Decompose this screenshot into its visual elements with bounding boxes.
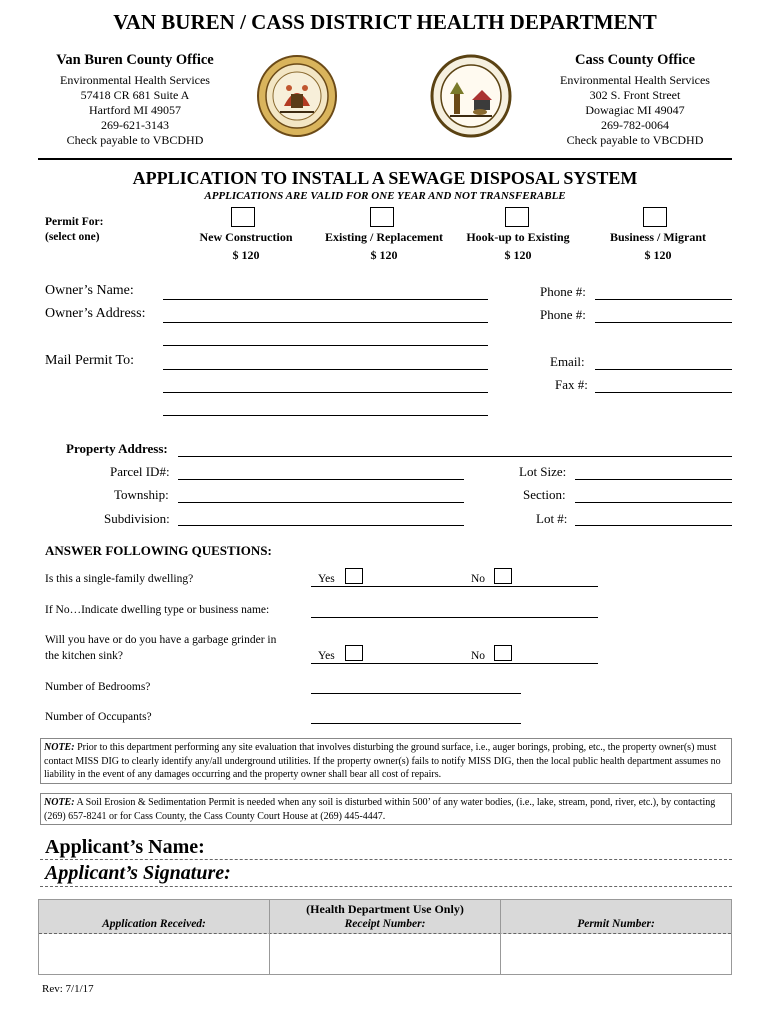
q3-answer-line bbox=[311, 663, 598, 664]
bedrooms-field[interactable] bbox=[311, 693, 521, 694]
application-received-header: Application Received: bbox=[102, 918, 206, 930]
mail-permit-field-2[interactable] bbox=[163, 392, 488, 393]
business-migrant-checkbox[interactable] bbox=[643, 207, 667, 227]
parcel-id-field[interactable] bbox=[178, 479, 464, 480]
q1-yes-checkbox[interactable] bbox=[345, 568, 363, 584]
q3-no-checkbox[interactable] bbox=[494, 645, 512, 661]
new-construction-checkbox[interactable] bbox=[231, 207, 255, 227]
q1-no-label: No bbox=[471, 573, 486, 585]
note1-text: Prior to this department performing any site evaluation that involves disturbing the ground surface, i.e., auger borings, probing, etc., the property owner(s) must contact MISS DIG to clearly identify any/all underground utilities. If the property owner(s) fails to notify MISS DIG, then the local public health department assumes no liability in the event of any damages occurring and the property owner shall bear all cost of repairs. bbox=[44, 742, 721, 780]
hookup-existing-checkbox[interactable] bbox=[505, 207, 529, 227]
property-address-label: Property Address: bbox=[66, 441, 168, 456]
q1-yes-label: Yes bbox=[318, 573, 335, 585]
soil-erosion-note bbox=[40, 793, 732, 825]
question-dwelling-type: If No…Indicate dwelling type or business name: bbox=[45, 604, 270, 616]
question-occupants: Number of Occupants? bbox=[45, 711, 152, 723]
permit-for-line: Permit For: bbox=[45, 216, 104, 228]
phone-label-2: Phone #: bbox=[540, 307, 586, 322]
right-office-line: 302 S. Front Street bbox=[589, 88, 681, 102]
new-construction-label: New Construction bbox=[199, 230, 293, 244]
left-office bbox=[20, 52, 250, 148]
left-office-line: Hartford MI 49057 bbox=[89, 103, 181, 117]
owner-address-field-2[interactable] bbox=[163, 345, 488, 346]
question-single-family: Is this a single-family dwelling? bbox=[45, 573, 194, 585]
owner-name-field[interactable] bbox=[163, 299, 488, 300]
existing-replacement-price: $ 120 bbox=[370, 248, 398, 262]
existing-replacement-label: Existing / Replacement bbox=[325, 230, 443, 244]
right-office-line: Check payable to VBCDHD bbox=[566, 133, 704, 147]
section-label: Section: bbox=[523, 487, 566, 502]
phone-field[interactable] bbox=[595, 299, 732, 300]
q3-yes-checkbox[interactable] bbox=[345, 645, 363, 661]
garbage-grinder-line: Will you have or do you have a garbage grinder in bbox=[45, 634, 277, 646]
township-label: Township: bbox=[114, 487, 169, 502]
applicant-name-label: Applicant’s Name: bbox=[45, 836, 205, 858]
question-garbage-grinder bbox=[45, 632, 276, 664]
document-title: VAN BUREN / CASS DISTRICT HEALTH DEPARTMENT bbox=[113, 10, 657, 34]
lot-number-label: Lot #: bbox=[536, 511, 568, 526]
cass-county-seal-icon bbox=[430, 54, 512, 138]
miss-dig-note bbox=[40, 738, 732, 784]
permit-for-line: (select one) bbox=[45, 231, 100, 243]
hookup-existing-price: $ 120 bbox=[504, 248, 532, 262]
header-divider bbox=[38, 158, 732, 160]
office-use-box bbox=[38, 899, 732, 975]
email-label: Email: bbox=[550, 354, 585, 369]
questions-heading: ANSWER FOLLOWING QUESTIONS: bbox=[45, 543, 272, 558]
q3-no-label: No bbox=[471, 650, 486, 662]
note2-label: NOTE: bbox=[44, 797, 75, 808]
q3-yes-label: Yes bbox=[318, 650, 335, 662]
section-field[interactable] bbox=[575, 502, 732, 503]
subdivision-field[interactable] bbox=[178, 525, 464, 526]
lot-size-label: Lot Size: bbox=[519, 464, 567, 479]
owner-address-field[interactable] bbox=[163, 322, 488, 323]
application-subtitle: APPLICATIONS ARE VALID FOR ONE YEAR AND NOT TRANSFERABLE bbox=[204, 190, 566, 202]
applicant-name-field[interactable] bbox=[40, 859, 732, 860]
parcel-id-label: Parcel ID#: bbox=[110, 464, 170, 479]
receipt-number-header: Receipt Number: bbox=[344, 918, 426, 930]
hookup-existing-label: Hook-up to Existing bbox=[466, 230, 570, 244]
left-office-line: Environmental Health Services bbox=[60, 73, 210, 87]
occupants-field[interactable] bbox=[311, 723, 521, 724]
new-construction-price: $ 120 bbox=[232, 248, 260, 262]
subdivision-label: Subdivision: bbox=[104, 511, 170, 526]
email-field[interactable] bbox=[595, 369, 732, 370]
fax-field[interactable] bbox=[595, 392, 732, 393]
property-address-field[interactable] bbox=[178, 456, 732, 457]
right-office bbox=[520, 52, 750, 148]
permit-number-header: Permit Number: bbox=[577, 918, 655, 930]
right-office-line: Environmental Health Services bbox=[560, 73, 710, 87]
applicant-signature-field[interactable] bbox=[40, 886, 732, 887]
business-migrant-price: $ 120 bbox=[644, 248, 672, 262]
q1-answer-line bbox=[311, 586, 598, 587]
existing-replacement-checkbox[interactable] bbox=[370, 207, 394, 227]
phone-field-2[interactable] bbox=[595, 322, 732, 323]
permit-for-label bbox=[45, 215, 103, 245]
right-office-line: 269-782-0064 bbox=[601, 118, 669, 132]
fax-label: Fax #: bbox=[555, 377, 588, 392]
lot-size-field[interactable] bbox=[575, 479, 732, 480]
van-buren-county-seal-icon bbox=[256, 54, 338, 138]
note2-text: A Soil Erosion & Sedimentation Permit is needed when any soil is disturbed within 500’ of any water bodies, (i.e., lake, stream, pond, river, etc.), by contacting (269) 657-8241 or for Cass County, the Cass County Court House at (269) 445-4447. bbox=[44, 797, 716, 822]
left-office-line: 269-621-3143 bbox=[101, 118, 169, 132]
right-office-title: Cass County Office bbox=[574, 52, 696, 68]
garbage-grinder-line: the kitchen sink? bbox=[45, 650, 123, 662]
lot-number-field[interactable] bbox=[575, 525, 732, 526]
owner-address-label: Owner’s Address: bbox=[45, 306, 146, 321]
owner-name-label: Owner’s Name: bbox=[45, 283, 134, 298]
left-office-line: Check payable to VBCDHD bbox=[66, 133, 204, 147]
office-use-title: (Health Department Use Only) bbox=[306, 902, 464, 916]
mail-permit-field-3[interactable] bbox=[163, 415, 488, 416]
application-title: APPLICATION TO INSTALL A SEWAGE DISPOSAL SYSTEM bbox=[132, 168, 638, 188]
left-office-line: 57418 CR 681 Suite A bbox=[80, 88, 190, 102]
business-migrant-label: Business / Migrant bbox=[609, 230, 706, 244]
township-field[interactable] bbox=[178, 502, 464, 503]
mail-permit-label: Mail Permit To: bbox=[45, 353, 134, 368]
q1-no-checkbox[interactable] bbox=[494, 568, 512, 584]
office-use-divider bbox=[39, 933, 731, 934]
mail-permit-field[interactable] bbox=[163, 369, 488, 370]
note1-label: NOTE: bbox=[44, 742, 75, 753]
question-bedrooms: Number of Bedrooms? bbox=[45, 681, 151, 693]
left-office-title: Van Buren County Office bbox=[56, 52, 214, 68]
right-office-line: Dowagiac MI 49047 bbox=[585, 103, 685, 117]
column-divider bbox=[269, 900, 270, 974]
dwelling-type-field[interactable] bbox=[311, 617, 598, 618]
phone-label: Phone #: bbox=[540, 284, 586, 299]
applicant-signature-label: Applicant’s Signature: bbox=[45, 862, 231, 884]
revision-date: Rev: 7/1/17 bbox=[42, 983, 94, 995]
column-divider bbox=[500, 900, 501, 974]
